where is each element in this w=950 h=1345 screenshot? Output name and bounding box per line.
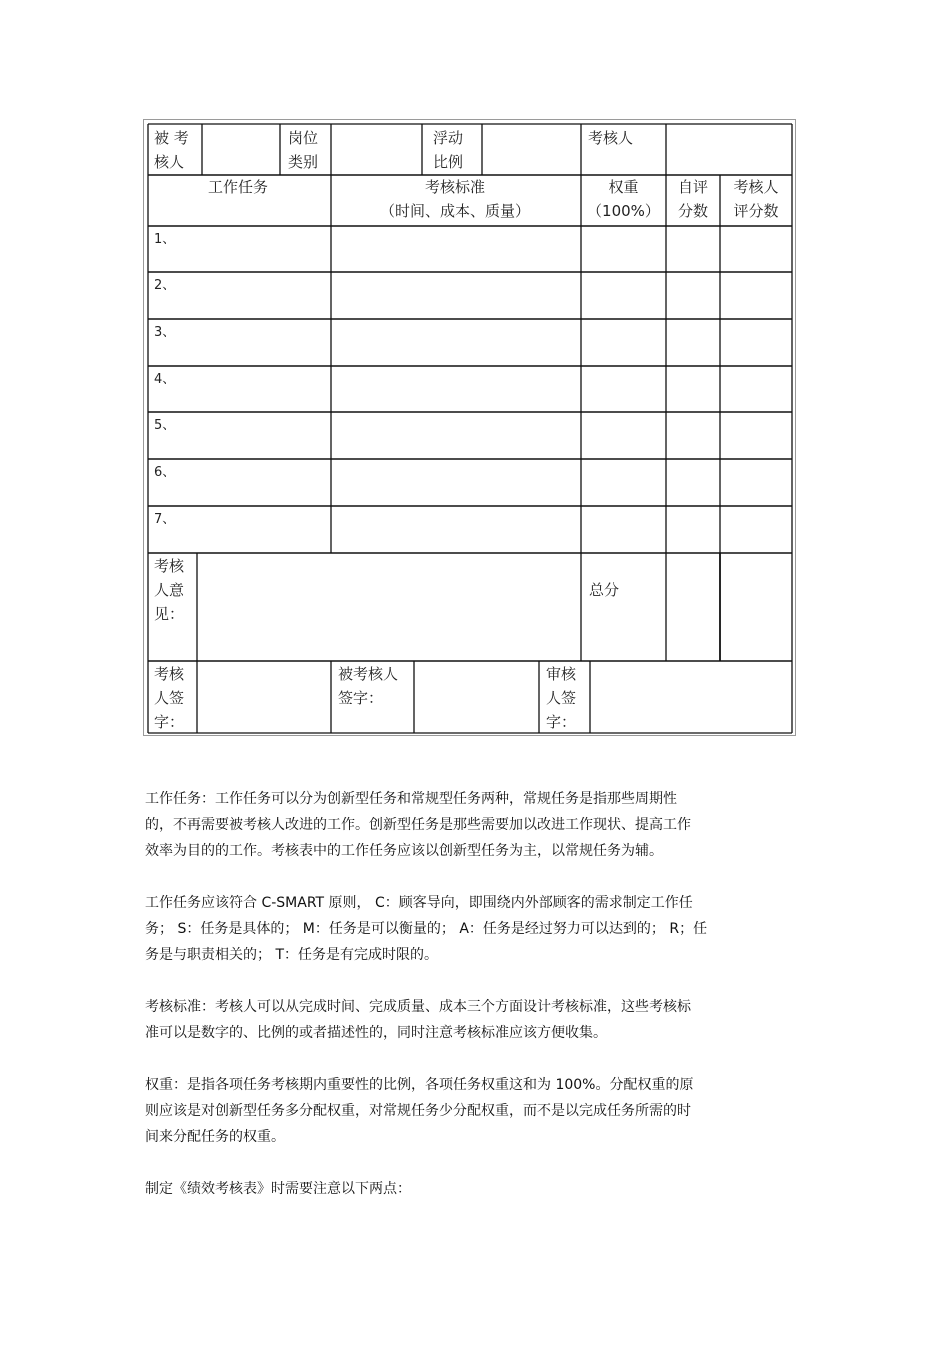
note-line: 权重：是指各项任务考核期内重要性的比例，各项任务权重这和为 100%。分配权重的原 [145,1077,694,1093]
task-row-label: 5、 [154,418,176,433]
note-line: 的，不再需要被考核人改进的工作。创新型任务是那些需要加以改进工作现状、提高工作 [145,817,691,833]
task-row-label: 2、 [154,278,176,293]
note-line: 制定《绩效考核表》时需要注意以下两点： [145,1181,411,1197]
note-line: 工作任务应该符合 C-SMART 原则， C：顾客导向，即围绕内外部顾客的需求制定工作任 [145,895,693,911]
note-line: 则应该是对创新型任务多分配权重，对常规任务少分配权重，而不是以完成任务所需的时 [145,1103,691,1119]
reviewee-signature-label: 被考核人 签字： [338,665,399,707]
total-score-label: 总分 [589,581,620,599]
reviewer-opinion-label: 考核 人意 见： [154,557,185,623]
column-header-weight: 权重 （100%） [587,178,660,220]
column-header-standard: 考核标准 （时间、成本、质量） [379,178,530,220]
position-category-label: 岗位 类别 [288,129,319,171]
task-row-label: 4、 [154,372,176,387]
note-paragraph-work-task [145,786,810,864]
column-header-reviewer-score: 考核人 评分数 [733,178,779,220]
column-header-self-score: 自评 分数 [677,178,708,220]
auditor-signature-label: 审核 人签 字： [546,665,577,731]
note-line: 考核标准：考核人可以从完成时间、完成质量、成本三个方面设计考核标准，这些考核标 [145,999,691,1015]
note-line: 准可以是数字的、比例的或者描述性的，同时注意考核标准应该方便收集。 [145,1025,607,1041]
instruction-notes [145,786,810,1228]
task-row-label: 7、 [154,512,176,527]
note-line: 效率为目的的工作。考核表中的工作任务应该以创新型任务为主，以常规任务为辅。 [145,843,663,859]
task-row-label: 3、 [154,325,176,340]
task-row-label: 6、 [154,465,176,480]
column-header-task: 工作任务 [207,178,268,196]
reviewer-label: 考核人 [588,129,634,147]
note-line: 务； S：任务是具体的； M：任务是可以衡量的； A：任务是经过努力可以达到的； R；任 [145,921,708,937]
note-line: 间来分配任务的权重。 [145,1129,285,1145]
reviewer-signature-label: 考核 人签 字： [154,665,185,731]
note-paragraph-standard [145,994,810,1046]
note-line: 务是与职责相关的； T：任务是有完成时限的。 [145,947,439,963]
note-paragraph-closing [145,1176,810,1202]
note-paragraph-c-smart [145,890,810,968]
float-ratio-label: 浮动 比例 [433,129,464,171]
note-paragraph-weight [145,1072,810,1150]
performance-review-form [143,119,796,736]
reviewee-label: 被 考 核人 [154,129,189,171]
note-line: 工作任务：工作任务可以分为创新型任务和常规型任务两种，常规任务是指那些周期性 [145,791,677,807]
task-row-label: 1、 [154,232,176,247]
